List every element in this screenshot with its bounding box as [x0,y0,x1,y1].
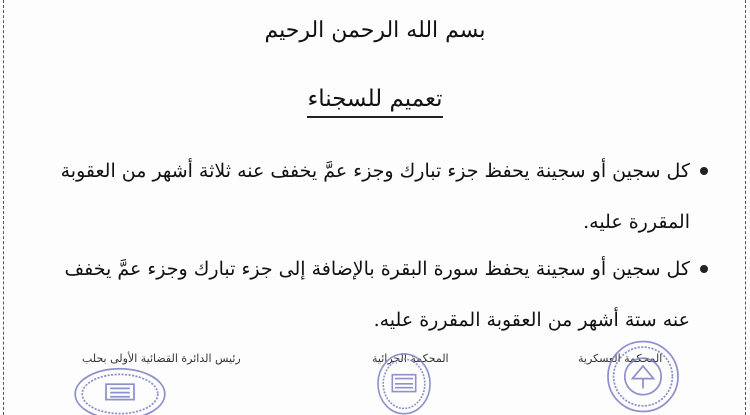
signatory-label: المحكمة الجزائية [372,352,449,365]
signatory-label: المحكمة العسكرية [578,352,663,365]
page-title-text: تعميم للسجناء [307,86,442,118]
page-border-left [3,0,4,415]
bullet-icon [700,265,708,273]
stamp-criminal-court-icon [360,350,448,415]
stamp-military-court-icon [588,338,698,415]
list-item [50,244,690,346]
signatory-label: رئيس الدائرة القضائية الأولى بحلب [82,352,241,365]
paragraph-text: كل سجين أو سجينة يحفظ جزء تبارك وجزء عمَّ يخفف عنه ثلاثة أشهر من العقوبة المقررة عليه. [60,160,690,233]
page-title [0,86,750,118]
list-item [50,146,690,248]
basmala-heading: بسم الله الرحمن الرحيم [264,18,486,43]
paragraph-text: كل سجين أو سجينة يحفظ سورة البقرة بالإضافة إلى جزء تبارك وجزء عمَّ يخفف عنه ستة أشهر من العقوبة المقررة عليه. [64,258,690,331]
page-border-right [745,0,746,415]
stamp-judicial-council-icon [50,366,190,415]
bullet-icon [700,167,708,175]
